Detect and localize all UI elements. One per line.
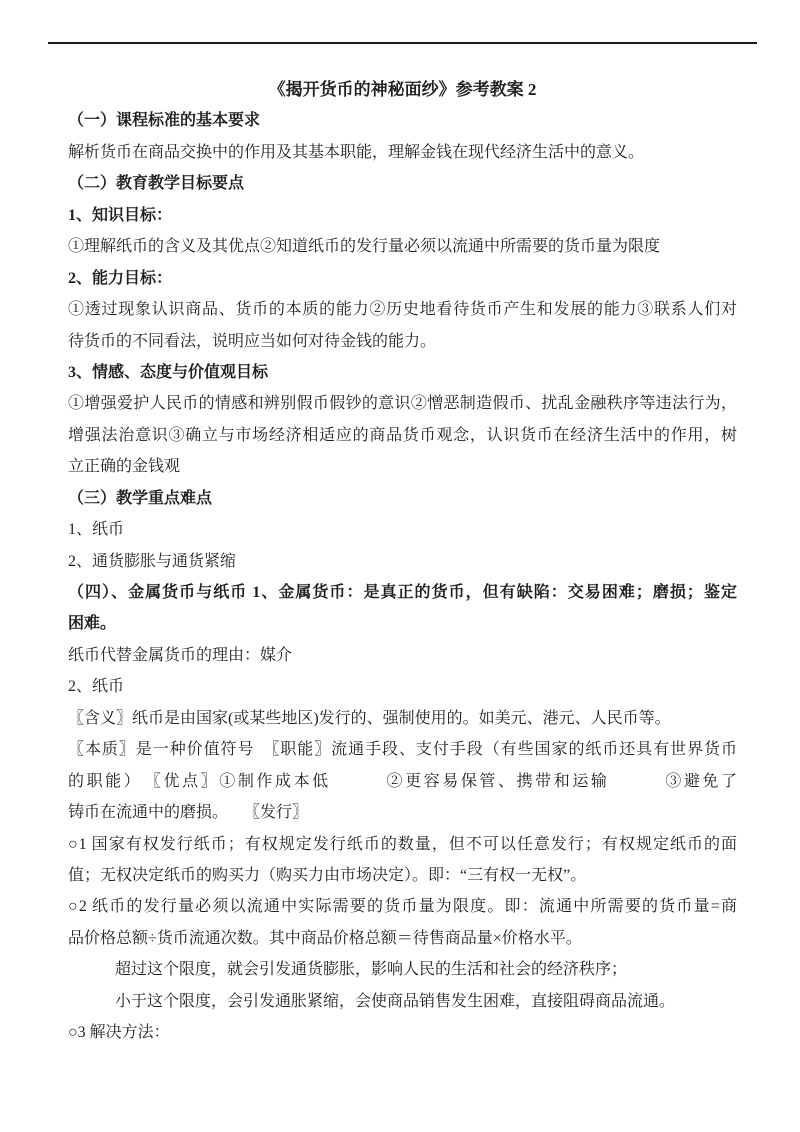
paragraph-ability-goal (68, 294, 737, 357)
section-heading: （三）教学重点难点 (68, 489, 213, 507)
text-line: 值；无权决定纸币的购买力（购买力由市场决定）。即：“三有权一无权”。 (68, 866, 587, 884)
title-block (68, 74, 737, 105)
heading-knowledge-goal (68, 200, 737, 231)
section-heading: 困难。 (68, 615, 117, 633)
text-line: 小于这个限度，会引发通胀紧缩，会使商品销售发生困难，直接阻碍商品流通。 (115, 992, 676, 1010)
text-line: ①增强爱护人民币的情感和辨别假币假钞的意识②憎恶制造假币、扰乱金融秩序等违法行为， (68, 395, 737, 413)
section-heading: 3、情感、态度与价值观目标 (68, 363, 269, 381)
doc-title: 《揭开货币的神秘面纱》参考教案 2 (268, 80, 537, 99)
paragraph-issuance-amount (68, 891, 737, 954)
text-line: 2、通货膨胀与通货紧缩 (68, 552, 237, 570)
paragraph-point-inflation (68, 546, 737, 577)
text-line: 2、纸币 (68, 678, 125, 696)
text-line: 铸币在流通中的磨损。 〖发行〗 (68, 804, 309, 822)
text-line: 立正确的金钱观 (68, 458, 181, 476)
paragraph-below-limit (68, 986, 737, 1017)
text-line: 增强法治意识③确立与市场经济相适应的商品货币观念，认识货币在经济生活中的作用，树 (68, 426, 737, 444)
paragraph-definition (68, 703, 737, 734)
heading-key-difficult-points (68, 483, 737, 514)
text-line: ○2 纸币的发行量必须以流通中实际需要的货币量为限度。即：流通中所需要的货币量=商 (68, 898, 737, 916)
document-content (68, 74, 737, 1049)
paragraph-knowledge-goal (68, 231, 737, 262)
text-line: 解析货币在商品交换中的作用及其基本职能，理解金钱在现代经济生活中的意义。 (68, 143, 645, 161)
text-line: 超过这个限度，就会引发通货膨胀，影响人民的生活和社会的经济秩序； (115, 961, 628, 979)
paragraph-exceed-limit (68, 954, 737, 985)
heading-course-standard (68, 105, 737, 136)
section-heading: （二）教育教学目标要点 (68, 175, 245, 193)
text-line: ①透过现象认识商品、货币的本质的能力②历史地看待货币产生和发展的能力③联系人们对 (68, 301, 737, 319)
paragraph-course-standard (68, 137, 737, 168)
section-heading: （一）课程标准的基本要求 (68, 112, 261, 130)
text-line: 1、纸币 (68, 521, 125, 539)
heading-teaching-goals (68, 168, 737, 199)
section-heading: 1、知识目标： (68, 206, 173, 224)
paragraph-issuance-rights (68, 829, 737, 892)
paragraph-paper-money-heading (68, 671, 737, 702)
text-line: 〖含义〗纸币是由国家(或某些地区)发行的、强制使用的。如美元、港元、人民币等。 (68, 709, 671, 727)
text-line: ○3 解决方法： (68, 1024, 170, 1042)
paragraph-replacement-reason (68, 640, 737, 671)
text-line: 纸币代替金属货币的理由：媒介 (68, 646, 293, 664)
text-line: ①理解纸币的含义及其优点②知道纸币的发行量必须以流通中所需要的货币量为限度 (68, 238, 661, 256)
heading-emotion-goal (68, 357, 737, 388)
paragraph-solution (68, 1017, 737, 1048)
text-line: 待货币的不同看法，说明应当如何对待金钱的能力。 (68, 332, 437, 350)
heading-ability-goal (68, 263, 737, 294)
text-line: 〖本质〗是一种价值符号 〖职能〗流通手段、支付手段（有些国家的纸币还具有世界货币 (68, 741, 737, 759)
text-line: 品价格总额÷货币流通次数。其中商品价格总额＝待售商品量×价格水平。 (68, 929, 582, 947)
heading-metal-vs-paper (68, 577, 737, 640)
section-heading: （四）、金属货币与纸币 1、金属货币：是真正的货币，但有缺陷：交易困难；磨损；鉴定 (68, 584, 737, 601)
paragraph-emotion-goal (68, 388, 737, 482)
paragraph-essence-functions (68, 734, 737, 828)
top-rule-divider (48, 42, 757, 44)
text-line: 的职能） 〖优点〗①制作成本低 ②更容易保管、携带和运输 ③避免了 (68, 772, 737, 790)
text-line: ○1 国家有权发行纸币；有权规定发行纸币的数量，但不可以任意发行；有权规定纸币的面 (68, 835, 737, 853)
section-heading: 2、能力目标： (68, 269, 173, 287)
paragraph-point-paper-money (68, 514, 737, 545)
